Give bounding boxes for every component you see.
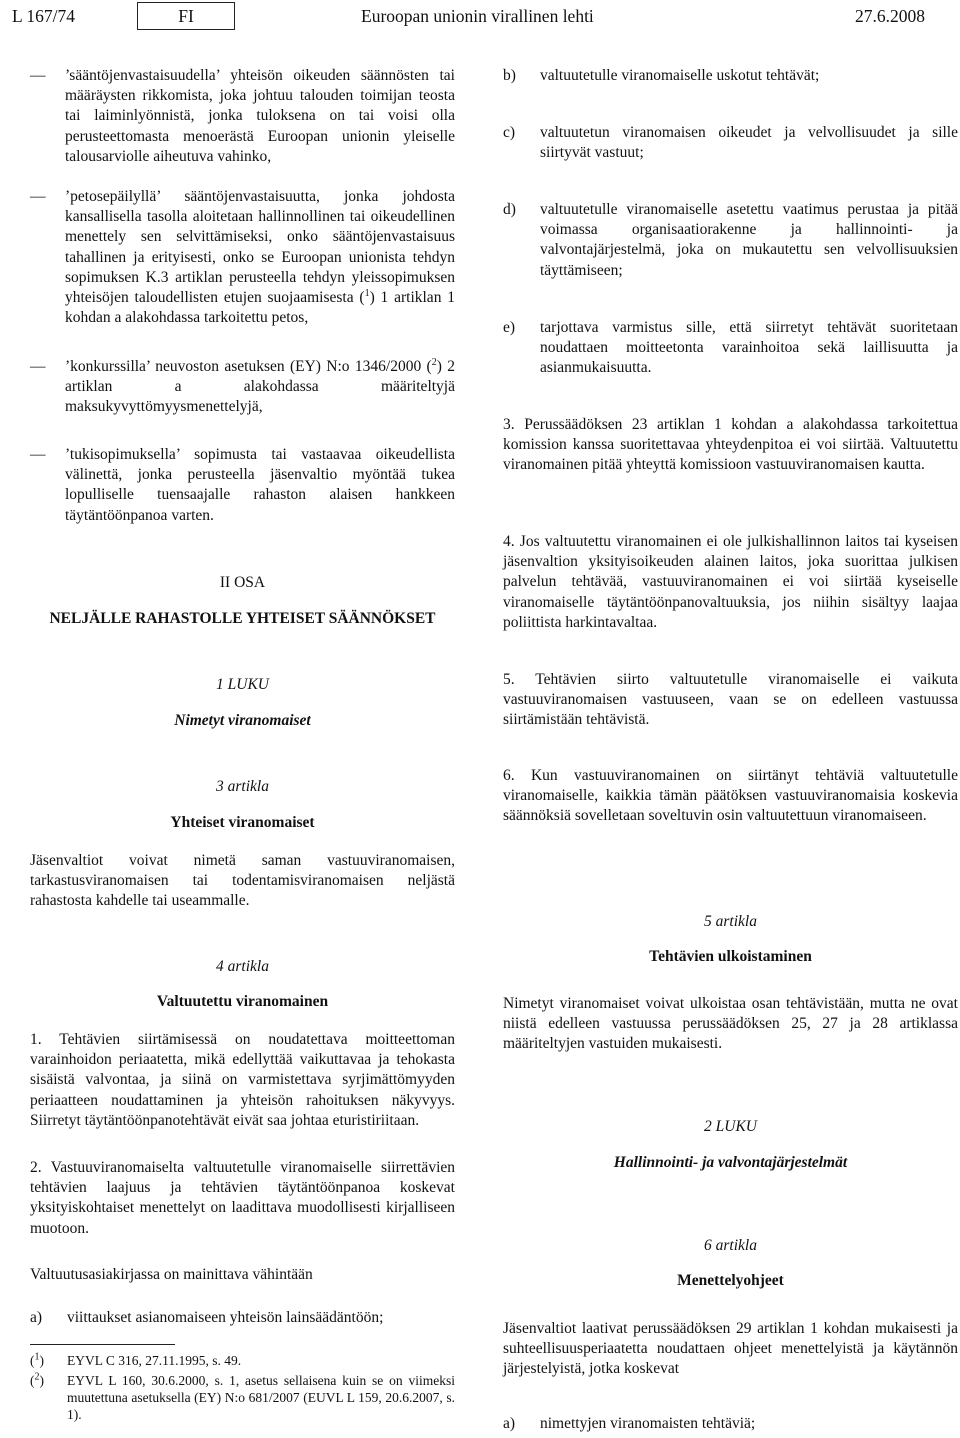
footnote bbox=[30, 1372, 455, 1423]
list-item bbox=[503, 1414, 958, 1434]
list-item bbox=[503, 200, 958, 281]
footnote-text: EYVL L 160, 30.6.2000, s. 1, asetus sellaisena kuin se on viimeksi muutettuna asetuksella (EY) N:o 681/2007 (EUVL L 159, 20.6.2007, s. 1). bbox=[67, 1373, 455, 1422]
article-paragraph: 2. Vastuuviranomaiselta valtuutetulle viranomaiselle siirrettävien tehtävien laajuus ja tehtävien täytäntöönpanoa koskevat yksityiskohtaiset menettelyt on laadittava muodollisesti kirjalliseen muotoon. bbox=[30, 1159, 455, 1237]
footnote-text: EYVL C 316, 27.11.1995, s. 49. bbox=[67, 1353, 242, 1368]
article-number: 6 artikla bbox=[704, 1237, 757, 1254]
definition-item bbox=[30, 187, 455, 328]
article-paragraph: 4. Jos valtuutettu viranomainen ei ole julkishallinnon laitos tai kyseisen jäsenvaltion yksityisoikeuden alainen laitos, joka suorittaa julkisen palvelun tehtävää, vastuuviranomainen ei voi siirtää kyseiselle viranomaiselle täytäntöönpanovaltuuksia, jos niihin sisältyy laajaa poliittista harkintavaltaa. bbox=[503, 533, 958, 631]
definition-item bbox=[30, 357, 455, 418]
definition-text-part: ) 1 artiklan 1 kohdan a alakohdassa tarkoitettu petos, bbox=[65, 289, 455, 327]
article-title: Valtuutettu viranomainen bbox=[156, 993, 329, 1010]
dash-marker: — bbox=[30, 358, 46, 375]
footnote-ref: 2 bbox=[431, 356, 437, 368]
definition-text: ’tukisopimuksella’ sopimusta tai vastaavaa oikeudellista välinettä, jonka perusteella jäsenvaltio myöntää tukea lopulliselle tuensaajalle rahaston alaisen hankkeen täytäntöönpanoa varten. bbox=[65, 446, 455, 524]
dash-marker: — bbox=[30, 446, 46, 463]
article-paragraph: 5. Tehtävien siirto valtuutetulle viranomaiselle ei vaikuta vastuuviranomaisen vastuuseen, vaan se on edelleen vastuussa siirtämistään tehtävistä. bbox=[503, 671, 958, 729]
article-paragraph: Nimetyt viranomaiset voivat ulkoistaa osan tehtävistään, mutta ne ovat niistä edelleen vastuussa perussäädöksen 25, 27 ja 28 artiklassa määriteltyjen vastuiden mukaisesti. bbox=[503, 995, 958, 1053]
list-item bbox=[503, 123, 958, 163]
chapter-title: Nimetyt viranomaiset bbox=[174, 712, 311, 729]
list-text: tarjottava varmistus sille, että siirretyt tehtävät suoritetaan noudattaen moitteetonta varainhoitoa sekä laillisuutta ja asianmukaisuutta. bbox=[540, 319, 958, 377]
page-reference: L 167/74 bbox=[12, 6, 76, 26]
part-title: NELJÄLLE RAHASTOLLE YHTEISET SÄÄNNÖKSET bbox=[49, 610, 436, 627]
journal-title: Euroopan unionin virallinen lehti bbox=[361, 6, 594, 26]
footnote-number: 2 bbox=[34, 1371, 40, 1383]
list-text: nimettyjen viranomaisten tehtäviä; bbox=[540, 1415, 756, 1432]
publication-date: 27.6.2008 bbox=[855, 6, 925, 26]
list-text: valtuutetulle viranomaiselle asetettu vaatimus perustaa ja pitää voimassa organisaatiorakenne ja hallinnointi- ja valvontajärjestelmä, joka on mukautettu sen velvollisuuksien täyttämiseen; bbox=[540, 201, 958, 279]
article-title: Tehtävien ulkoistaminen bbox=[649, 948, 812, 965]
footnote-label: ($^2$) bbox=[30, 1371, 44, 1388]
list-label: e) bbox=[503, 319, 516, 336]
page-header bbox=[0, 0, 960, 40]
article-paragraph: 6. Kun vastuuviranomainen on siirtänyt tehtäviä valtuutetulle viranomaiselle, kaikkia tämän päätöksen vastuuviranomaisia koskevia säännöksiä sovelletaan soveltuvin osin valtuutettuun viranomaiseen. bbox=[503, 767, 958, 825]
footnote bbox=[30, 1352, 455, 1369]
definition-item bbox=[30, 66, 455, 167]
article-number: 4 artikla bbox=[216, 958, 269, 975]
article-number: 3 artikla bbox=[216, 778, 269, 795]
dash-marker: — bbox=[30, 67, 46, 84]
article-title: Yhteiset viranomaiset bbox=[170, 814, 315, 831]
language-badge: FI bbox=[137, 2, 235, 30]
article-paragraph: 1. Tehtävien siirtämisessä on noudatettava moitteettoman varainhoidon periaatetta, mikä edellyttää vaikuttavaa ja tehokasta sisäistä valvontaa, ja siinä on varmistettava syrjimättömyyden periaatteen noudattaminen ja yhteisön rahoituksen näkyvyys. Siirretyt täytäntöönpanotehtävät eivät saa johtaa eturistiriitaan. bbox=[30, 1031, 455, 1129]
list-text: valtuutetun viranomaisen oikeudet ja velvollisuudet ja sille siirtyvät vastuut; bbox=[540, 124, 958, 162]
definition-item bbox=[30, 445, 455, 526]
article-paragraph: Jäsenvaltiot voivat nimetä saman vastuuviranomaisen, tarkastusviranomaisen tai todentamisviranomaisen neljästä rahastosta kahdelle tai useammalle. bbox=[30, 852, 455, 910]
list-item bbox=[503, 318, 958, 379]
definition-text-part: ) 2 artiklan a alakohdassa määriteltyjä maksukyvyttömyysmenettelyjä, bbox=[65, 358, 455, 416]
chapter-number: 1 LUKU bbox=[216, 676, 269, 693]
footnote-separator bbox=[30, 1344, 175, 1345]
list-item bbox=[503, 66, 958, 86]
list-label: a) bbox=[30, 1309, 43, 1326]
chapter-title: Hallinnointi- ja valvontajärjestelmät bbox=[613, 1154, 848, 1171]
part-number: II OSA bbox=[219, 574, 266, 591]
chapter-number: 2 LUKU bbox=[704, 1118, 757, 1135]
list-label: d) bbox=[503, 201, 516, 218]
list-label: b) bbox=[503, 67, 516, 84]
article-paragraph: 3. Perussäädöksen 23 artiklan 1 kohdan a alakohdassa tarkoitettua komission kanssa suoritettavaa yhteydenpitoa ei voi siirtää. Valtuutettu viranomainen pitää yhteyttä komissioon vastuuviranomaisen kautta. bbox=[503, 416, 958, 474]
list-text: valtuutetulle viranomaiselle uskotut tehtävät; bbox=[540, 67, 820, 84]
footnote-number: 1 bbox=[34, 1351, 40, 1363]
list-label: c) bbox=[503, 124, 516, 141]
definition-text-part: ’konkurssilla’ neuvoston asetuksen (EY) N:o 1346/2000 ( bbox=[65, 358, 432, 375]
article-title: Menettelyohjeet bbox=[677, 1272, 784, 1289]
article-number: 5 artikla bbox=[704, 913, 757, 930]
footnote-ref: 1 bbox=[364, 287, 370, 299]
list-label: a) bbox=[503, 1415, 516, 1432]
definition-text-part: ’petosepäilyllä’ sääntöjenvastaisuutta, jonka johdosta kansallisella tasolla aloitetaan hallinnollinen tai oikeudellinen menettely sen selvittämiseksi, onko sääntöjenvastaisuus tahallinen ja erityisesti, onko se Euroopan unionista tehdyn sopimuksen K.3 artiklan perusteella tehdyn yleissopimuksen yhteisöjen taloudellisten etujen suojaamisesta ( bbox=[65, 188, 455, 307]
dash-marker: — bbox=[30, 188, 46, 205]
list-item bbox=[30, 1308, 455, 1328]
definition-text bbox=[65, 187, 455, 328]
list-text: viittaukset asianomaiseen yhteisön lainsäädäntöön; bbox=[67, 1309, 384, 1326]
footnote-label: ($^1$) bbox=[30, 1351, 44, 1368]
definition-text bbox=[65, 357, 455, 418]
article-paragraph: Jäsenvaltiot laativat perussäädöksen 29 artiklan 1 kohdan mukaisesti ja suhteellisuusperiaatetta noudattaen ohjeet menettelyistä ja käytännön järjestelyistä, jotka koskevat bbox=[503, 1320, 958, 1378]
definition-text: ’sääntöjenvastaisuudella’ yhteisön oikeuden säännösten tai määräysten rikkomista, joka johtuu talouden toimijan teosta tai laiminlyönnistä, jonka tuloksena on tai voisi olla perusteettomasta menoerästä Euroopan unionin yleiselle talousarviolle aiheutuva vahinko, bbox=[65, 67, 455, 165]
article-paragraph: Valtuutusasiakirjassa on mainittava vähintään bbox=[30, 1266, 313, 1283]
